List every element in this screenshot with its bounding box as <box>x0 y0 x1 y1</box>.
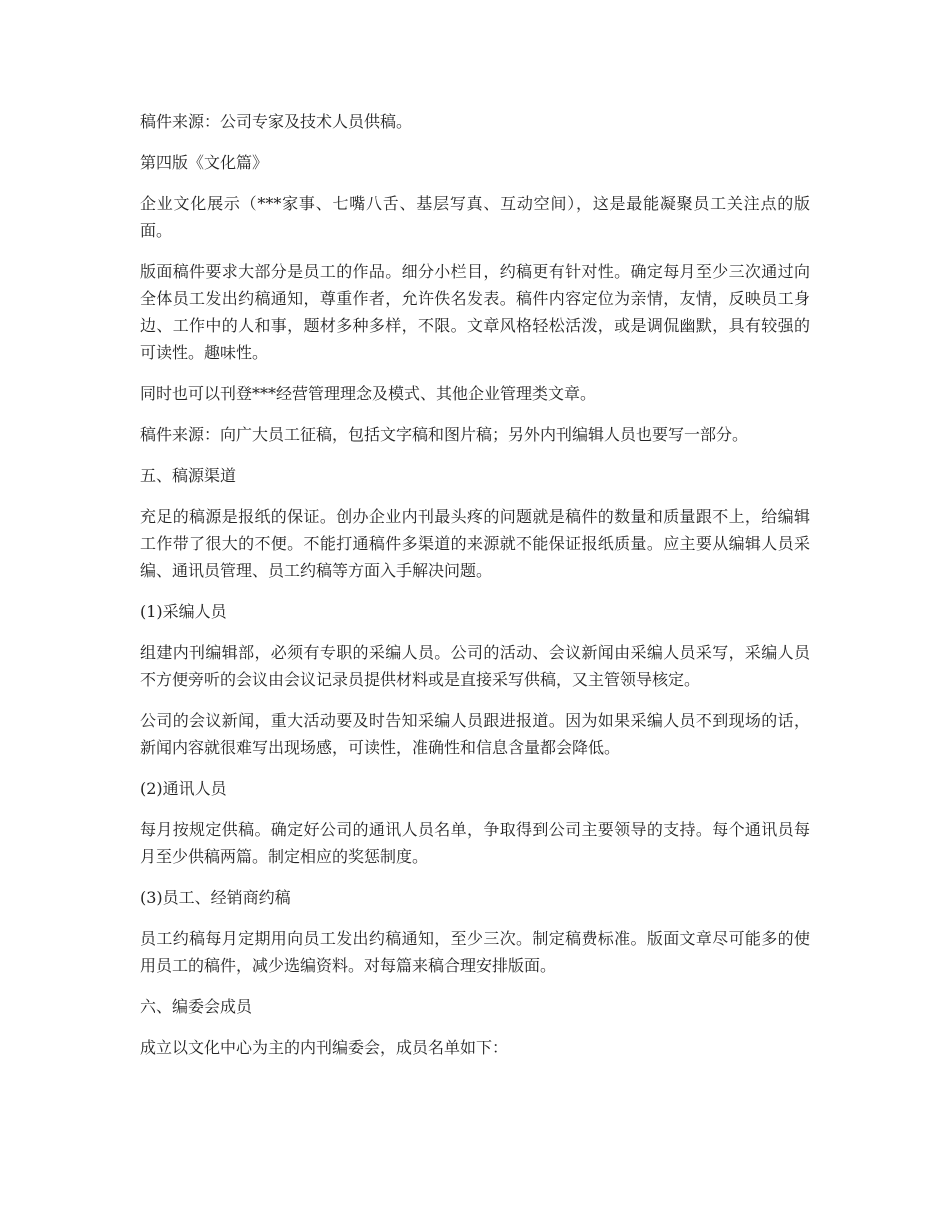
paragraph-editorial-department: 组建内刊编辑部，必须有专职的采编人员。公司的活动、会议新闻由采编人员采写，采编人员不方便旁听的会议由会议记录员提供材料或是直接采写供稿，又主管领导核定。 <box>140 643 810 689</box>
paragraph-layout-requirements: 版面稿件要求大部分是员工的作品。细分小栏目，约稿更有针对性。确定每月至少三次通过向全体员工发出约稿通知，尊重作者，允许佚名发表。稿件内容定位为亲情，友情，反映员工身边、工作中的人和事，题材多种多样，不限。文章风格轻松活泼，或是调侃幽默，具有较强的可读性。趣味性。 <box>140 262 810 362</box>
section-heading-culture-edition: 第四版《文化篇》 <box>140 153 269 172</box>
document-body <box>140 108 810 1075</box>
paragraph-source-employees: 稿件来源：向广大员工征稿，包括文字稿和图片稿；另外内刊编辑人员也要写一部分。 <box>140 425 749 444</box>
paragraph-culture-display: 企业文化展示（***家事、七嘴八舌、基层写真、互动空间），这是最能凝聚员工关注点的版面。 <box>140 194 810 240</box>
section-heading-source-channels: 五、稿源渠道 <box>140 466 237 485</box>
paragraph-employee-contributions: 员工约稿每月定期用向员工发出约稿通知，至少三次。制定稿费标准。版面文章尽可能多的使用员工的稿件，减少选编资料。对每篇来稿合理安排版面。 <box>140 929 810 975</box>
paragraph-adequate-sources: 充足的稿源是报纸的保证。创办企业内刊最头疼的问题就是稿件的数量和质量跟不上，给编辑工作带了很大的不便。不能打通稿件多渠道的来源就不能保证报纸质量。应主要从编辑人员采编、通讯员管理、员工约稿等方面入手解决问题。 <box>140 507 810 580</box>
paragraph-management-articles: 同时也可以刊登***经营管理理念及模式、其他企业管理类文章。 <box>140 384 597 403</box>
paragraph-monthly-submission: 每月按规定供稿。确定好公司的通讯人员名单，争取得到公司主要领导的支持。每个通讯员每月至少供稿两篇。制定相应的奖惩制度。 <box>140 820 810 866</box>
subheading-employee-dealer-contributions: (3)员工、经销商约稿 <box>140 888 291 907</box>
section-heading-editorial-board: 六、编委会成员 <box>140 997 253 1016</box>
paragraph-board-members: 成立以文化中心为主的内刊编委会，成员名单如下： <box>140 1038 509 1057</box>
paragraph-source-experts: 稿件来源：公司专家及技术人员供稿。 <box>140 112 413 131</box>
subheading-editorial-staff: (1)采编人员 <box>140 602 227 621</box>
subheading-correspondents: (2)通讯人员 <box>140 779 227 798</box>
paragraph-meeting-news: 公司的会议新闻，重大活动要及时告知采编人员跟进报道。因为如果采编人员不到现场的话，新闻内容就很难写出现场感，可读性，准确性和信息含量都会降低。 <box>140 711 810 757</box>
